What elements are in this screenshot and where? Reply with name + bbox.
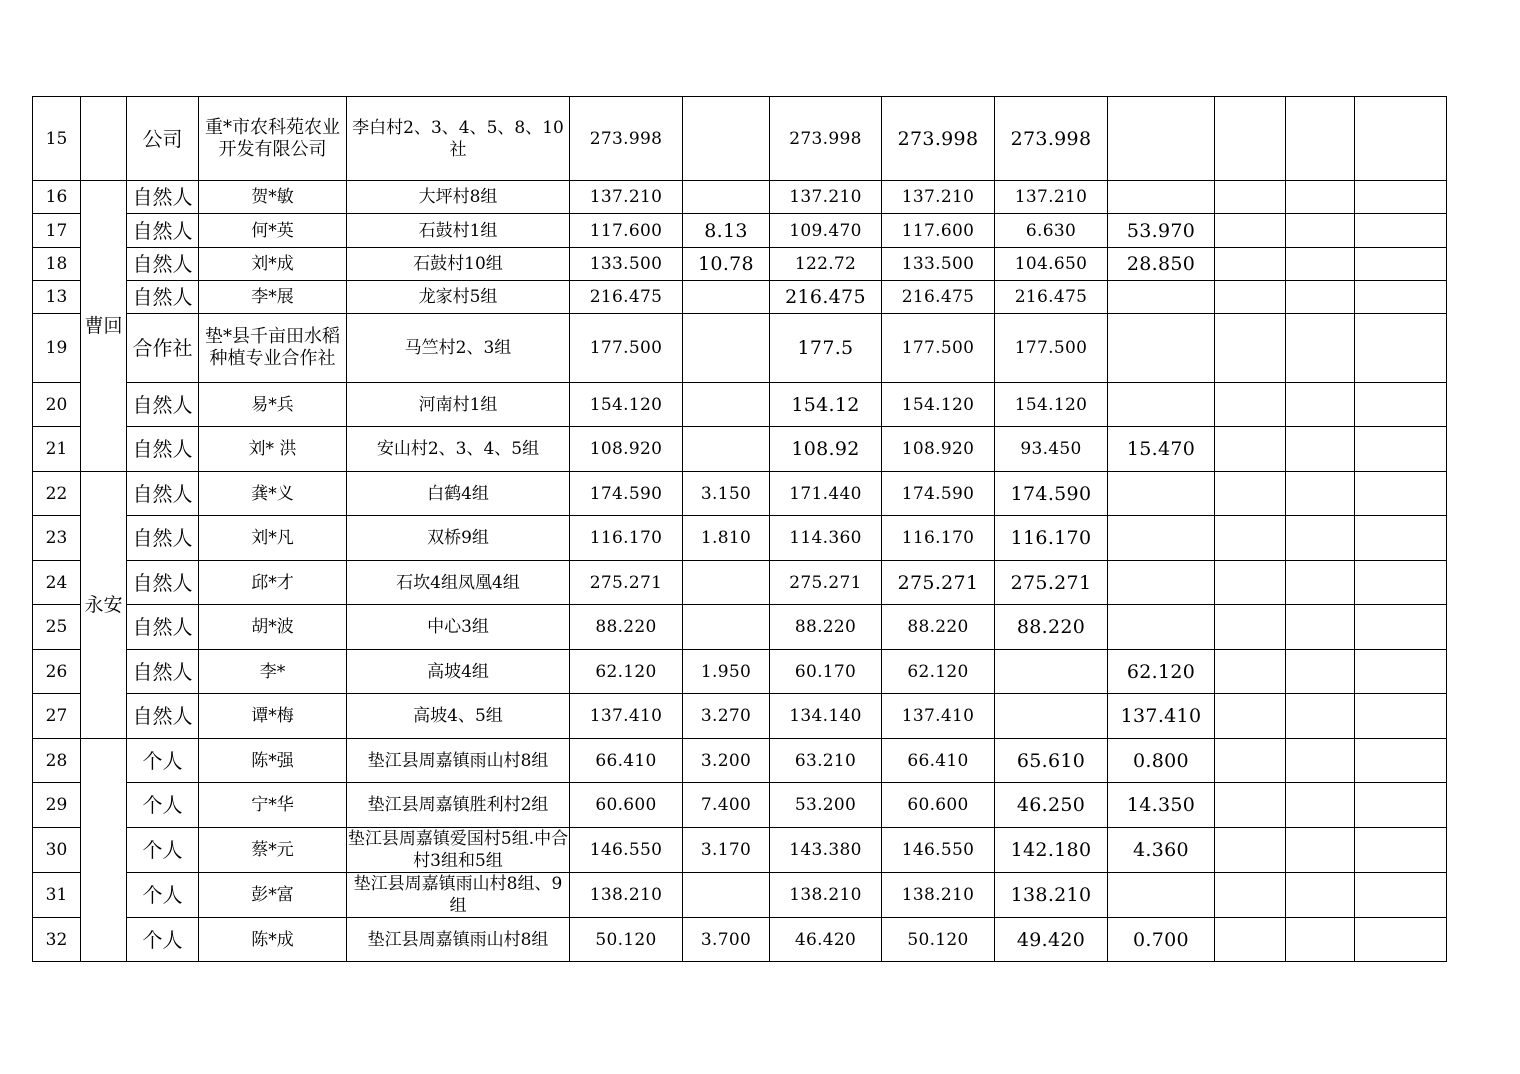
value-3: 275.271 bbox=[770, 561, 882, 605]
value-2: 3.150 bbox=[683, 472, 770, 516]
location: 大坪村8组 bbox=[347, 181, 570, 214]
value-4: 275.271 bbox=[882, 561, 995, 605]
value-4: 108.920 bbox=[882, 427, 995, 472]
value-6 bbox=[1108, 281, 1215, 314]
entity-name: 刘* 洪 bbox=[199, 427, 347, 472]
value-4: 273.998 bbox=[882, 97, 995, 181]
empty-cell bbox=[1355, 605, 1447, 650]
empty-cell bbox=[1286, 650, 1355, 694]
value-2 bbox=[683, 383, 770, 427]
empty-cell bbox=[1355, 314, 1447, 383]
entity-name: 胡*波 bbox=[199, 605, 347, 650]
entity-name: 李*展 bbox=[199, 281, 347, 314]
value-4: 138.210 bbox=[882, 873, 995, 918]
entity-name: 陈*强 bbox=[199, 739, 347, 783]
value-5 bbox=[995, 650, 1108, 694]
empty-cell bbox=[1215, 650, 1286, 694]
empty-cell bbox=[1355, 248, 1447, 281]
value-6: 15.470 bbox=[1108, 427, 1215, 472]
entity-name: 易*兵 bbox=[199, 383, 347, 427]
entity-name: 谭*梅 bbox=[199, 694, 347, 739]
entity-type: 个人 bbox=[127, 739, 199, 783]
value-4: 116.170 bbox=[882, 516, 995, 561]
value-2: 3.700 bbox=[683, 918, 770, 962]
row-number: 16 bbox=[33, 181, 81, 214]
empty-cell bbox=[1215, 516, 1286, 561]
value-1: 50.120 bbox=[570, 918, 683, 962]
value-6: 28.850 bbox=[1108, 248, 1215, 281]
entity-type: 个人 bbox=[127, 828, 199, 873]
table-row bbox=[33, 873, 1447, 918]
table-row bbox=[33, 605, 1447, 650]
entity-type: 自然人 bbox=[127, 694, 199, 739]
value-1: 146.550 bbox=[570, 828, 683, 873]
entity-type: 个人 bbox=[127, 873, 199, 918]
value-6 bbox=[1108, 97, 1215, 181]
table-row bbox=[33, 561, 1447, 605]
row-number: 21 bbox=[33, 427, 81, 472]
value-6 bbox=[1108, 516, 1215, 561]
row-number: 27 bbox=[33, 694, 81, 739]
table-row bbox=[33, 650, 1447, 694]
value-3: 154.12 bbox=[770, 383, 882, 427]
value-3: 53.200 bbox=[770, 783, 882, 828]
empty-cell bbox=[1215, 873, 1286, 918]
row-number: 28 bbox=[33, 739, 81, 783]
table-row bbox=[33, 248, 1447, 281]
row-number: 32 bbox=[33, 918, 81, 962]
value-1: 174.590 bbox=[570, 472, 683, 516]
entity-type: 自然人 bbox=[127, 214, 199, 248]
value-1: 216.475 bbox=[570, 281, 683, 314]
value-4: 62.120 bbox=[882, 650, 995, 694]
value-3: 114.360 bbox=[770, 516, 882, 561]
empty-cell bbox=[1286, 873, 1355, 918]
entity-type: 个人 bbox=[127, 918, 199, 962]
value-6: 4.360 bbox=[1108, 828, 1215, 873]
region-cell bbox=[81, 97, 127, 181]
value-2 bbox=[683, 561, 770, 605]
value-5 bbox=[995, 694, 1108, 739]
row-number: 26 bbox=[33, 650, 81, 694]
value-4: 88.220 bbox=[882, 605, 995, 650]
value-3: 109.470 bbox=[770, 214, 882, 248]
table-row bbox=[33, 181, 1447, 214]
entity-name: 宁*华 bbox=[199, 783, 347, 828]
empty-cell bbox=[1286, 427, 1355, 472]
value-4: 137.410 bbox=[882, 694, 995, 739]
value-5: 216.475 bbox=[995, 281, 1108, 314]
row-number: 18 bbox=[33, 248, 81, 281]
location: 石鼓村1组 bbox=[347, 214, 570, 248]
value-3: 63.210 bbox=[770, 739, 882, 783]
value-5: 88.220 bbox=[995, 605, 1108, 650]
empty-cell bbox=[1215, 248, 1286, 281]
table-row bbox=[33, 739, 1447, 783]
empty-cell bbox=[1215, 561, 1286, 605]
table-row bbox=[33, 97, 1447, 181]
value-3: 108.92 bbox=[770, 427, 882, 472]
location: 垫江县周嘉镇雨山村8组 bbox=[347, 739, 570, 783]
value-1: 88.220 bbox=[570, 605, 683, 650]
empty-cell bbox=[1215, 694, 1286, 739]
empty-cell bbox=[1355, 472, 1447, 516]
empty-cell bbox=[1215, 314, 1286, 383]
entity-name: 李* bbox=[199, 650, 347, 694]
entity-type: 公司 bbox=[127, 97, 199, 181]
value-5: 6.630 bbox=[995, 214, 1108, 248]
table-row bbox=[33, 783, 1447, 828]
value-5: 116.170 bbox=[995, 516, 1108, 561]
value-2 bbox=[683, 97, 770, 181]
value-4: 133.500 bbox=[882, 248, 995, 281]
empty-cell bbox=[1286, 472, 1355, 516]
empty-cell bbox=[1355, 828, 1447, 873]
region-cell: 永安 bbox=[81, 472, 127, 739]
empty-cell bbox=[1286, 605, 1355, 650]
value-4: 50.120 bbox=[882, 918, 995, 962]
table-row bbox=[33, 214, 1447, 248]
value-5: 154.120 bbox=[995, 383, 1108, 427]
row-number: 22 bbox=[33, 472, 81, 516]
value-6 bbox=[1108, 181, 1215, 214]
entity-type: 自然人 bbox=[127, 181, 199, 214]
value-5: 174.590 bbox=[995, 472, 1108, 516]
value-2: 10.78 bbox=[683, 248, 770, 281]
entity-type: 自然人 bbox=[127, 605, 199, 650]
value-1: 275.271 bbox=[570, 561, 683, 605]
value-6 bbox=[1108, 873, 1215, 918]
entity-type: 自然人 bbox=[127, 650, 199, 694]
location: 李白村2、3、4、5、8、10社 bbox=[347, 97, 570, 181]
empty-cell bbox=[1355, 783, 1447, 828]
empty-cell bbox=[1215, 214, 1286, 248]
entity-name: 邱*才 bbox=[199, 561, 347, 605]
location: 双桥9组 bbox=[347, 516, 570, 561]
value-1: 66.410 bbox=[570, 739, 683, 783]
empty-cell bbox=[1286, 739, 1355, 783]
row-number: 17 bbox=[33, 214, 81, 248]
empty-cell bbox=[1215, 828, 1286, 873]
entity-type: 自然人 bbox=[127, 516, 199, 561]
empty-cell bbox=[1286, 561, 1355, 605]
value-6 bbox=[1108, 383, 1215, 427]
empty-cell bbox=[1355, 97, 1447, 181]
table-row bbox=[33, 828, 1447, 873]
location: 河南村1组 bbox=[347, 383, 570, 427]
value-5: 275.271 bbox=[995, 561, 1108, 605]
value-2: 8.13 bbox=[683, 214, 770, 248]
data-table bbox=[32, 96, 1447, 962]
entity-type: 自然人 bbox=[127, 561, 199, 605]
region-cell bbox=[81, 739, 127, 962]
empty-cell bbox=[1215, 605, 1286, 650]
value-1: 108.920 bbox=[570, 427, 683, 472]
value-1: 138.210 bbox=[570, 873, 683, 918]
empty-cell bbox=[1215, 783, 1286, 828]
row-number: 19 bbox=[33, 314, 81, 383]
empty-cell bbox=[1355, 383, 1447, 427]
entity-type: 自然人 bbox=[127, 281, 199, 314]
empty-cell bbox=[1286, 181, 1355, 214]
value-4: 177.500 bbox=[882, 314, 995, 383]
location: 马竺村2、3组 bbox=[347, 314, 570, 383]
value-1: 62.120 bbox=[570, 650, 683, 694]
entity-name: 蔡*元 bbox=[199, 828, 347, 873]
table-row bbox=[33, 281, 1447, 314]
value-5: 138.210 bbox=[995, 873, 1108, 918]
value-3: 46.420 bbox=[770, 918, 882, 962]
location: 石鼓村10组 bbox=[347, 248, 570, 281]
location: 龙家村5组 bbox=[347, 281, 570, 314]
table-row bbox=[33, 314, 1447, 383]
value-3: 60.170 bbox=[770, 650, 882, 694]
value-1: 133.500 bbox=[570, 248, 683, 281]
entity-name: 重*市农科苑农业开发有限公司 bbox=[199, 97, 347, 181]
value-2 bbox=[683, 873, 770, 918]
value-6: 62.120 bbox=[1108, 650, 1215, 694]
value-5: 177.500 bbox=[995, 314, 1108, 383]
value-3: 177.5 bbox=[770, 314, 882, 383]
value-4: 154.120 bbox=[882, 383, 995, 427]
empty-cell bbox=[1286, 214, 1355, 248]
value-3: 138.210 bbox=[770, 873, 882, 918]
location: 中心3组 bbox=[347, 605, 570, 650]
empty-cell bbox=[1215, 472, 1286, 516]
row-number: 23 bbox=[33, 516, 81, 561]
entity-type: 自然人 bbox=[127, 248, 199, 281]
value-1: 177.500 bbox=[570, 314, 683, 383]
value-1: 60.600 bbox=[570, 783, 683, 828]
empty-cell bbox=[1286, 918, 1355, 962]
table-row bbox=[33, 918, 1447, 962]
value-6 bbox=[1108, 472, 1215, 516]
row-number: 15 bbox=[33, 97, 81, 181]
value-5: 93.450 bbox=[995, 427, 1108, 472]
value-6 bbox=[1108, 605, 1215, 650]
table-row bbox=[33, 383, 1447, 427]
empty-cell bbox=[1215, 281, 1286, 314]
value-2 bbox=[683, 181, 770, 214]
row-number: 20 bbox=[33, 383, 81, 427]
value-6 bbox=[1108, 314, 1215, 383]
entity-type: 自然人 bbox=[127, 383, 199, 427]
value-5: 49.420 bbox=[995, 918, 1108, 962]
empty-cell bbox=[1355, 214, 1447, 248]
empty-cell bbox=[1215, 383, 1286, 427]
value-2: 3.200 bbox=[683, 739, 770, 783]
entity-name: 彭*富 bbox=[199, 873, 347, 918]
entity-name: 龚*义 bbox=[199, 472, 347, 516]
empty-cell bbox=[1215, 427, 1286, 472]
entity-type: 个人 bbox=[127, 783, 199, 828]
location: 高坡4、5组 bbox=[347, 694, 570, 739]
value-5: 104.650 bbox=[995, 248, 1108, 281]
table-row bbox=[33, 472, 1447, 516]
empty-cell bbox=[1355, 281, 1447, 314]
value-1: 117.600 bbox=[570, 214, 683, 248]
empty-cell bbox=[1215, 97, 1286, 181]
value-6: 0.800 bbox=[1108, 739, 1215, 783]
value-2: 7.400 bbox=[683, 783, 770, 828]
empty-cell bbox=[1215, 918, 1286, 962]
empty-cell bbox=[1286, 314, 1355, 383]
empty-cell bbox=[1355, 739, 1447, 783]
table-row bbox=[33, 694, 1447, 739]
value-2: 3.170 bbox=[683, 828, 770, 873]
value-4: 60.600 bbox=[882, 783, 995, 828]
value-2 bbox=[683, 427, 770, 472]
value-3: 88.220 bbox=[770, 605, 882, 650]
value-6: 14.350 bbox=[1108, 783, 1215, 828]
empty-cell bbox=[1286, 783, 1355, 828]
value-1: 137.410 bbox=[570, 694, 683, 739]
value-3: 171.440 bbox=[770, 472, 882, 516]
empty-cell bbox=[1355, 873, 1447, 918]
location: 垫江县周嘉镇爱国村5组.中合村3组和5组 bbox=[347, 829, 569, 871]
value-4: 216.475 bbox=[882, 281, 995, 314]
entity-name: 何*英 bbox=[199, 214, 347, 248]
empty-cell bbox=[1355, 650, 1447, 694]
empty-cell bbox=[1355, 561, 1447, 605]
value-4: 146.550 bbox=[882, 828, 995, 873]
location: 白鹤4组 bbox=[347, 472, 570, 516]
value-5: 273.998 bbox=[995, 97, 1108, 181]
value-1: 137.210 bbox=[570, 181, 683, 214]
entity-name: 垫*县千亩田水稻种植专业合作社 bbox=[199, 314, 347, 383]
entity-name: 陈*成 bbox=[199, 918, 347, 962]
empty-cell bbox=[1286, 694, 1355, 739]
value-3: 216.475 bbox=[770, 281, 882, 314]
row-number: 24 bbox=[33, 561, 81, 605]
region-cell: 曹回 bbox=[81, 181, 127, 472]
value-5: 137.210 bbox=[995, 181, 1108, 214]
value-6: 0.700 bbox=[1108, 918, 1215, 962]
empty-cell bbox=[1286, 516, 1355, 561]
value-4: 66.410 bbox=[882, 739, 995, 783]
empty-cell bbox=[1286, 248, 1355, 281]
entity-name: 刘*凡 bbox=[199, 516, 347, 561]
location: 垫江县周嘉镇雨山村8组 bbox=[347, 918, 570, 962]
table-row bbox=[33, 516, 1447, 561]
value-4: 117.600 bbox=[882, 214, 995, 248]
value-2 bbox=[683, 281, 770, 314]
value-3: 137.210 bbox=[770, 181, 882, 214]
row-number: 25 bbox=[33, 605, 81, 650]
value-5: 65.610 bbox=[995, 739, 1108, 783]
row-number: 30 bbox=[33, 828, 81, 873]
empty-cell bbox=[1286, 281, 1355, 314]
table-row bbox=[33, 427, 1447, 472]
entity-type: 自然人 bbox=[127, 472, 199, 516]
empty-cell bbox=[1215, 181, 1286, 214]
value-3: 143.380 bbox=[770, 828, 882, 873]
value-5: 46.250 bbox=[995, 783, 1108, 828]
empty-cell bbox=[1215, 739, 1286, 783]
entity-type: 自然人 bbox=[127, 427, 199, 472]
value-2: 1.810 bbox=[683, 516, 770, 561]
entity-type: 合作社 bbox=[127, 314, 199, 383]
value-6: 137.410 bbox=[1108, 694, 1215, 739]
value-3: 134.140 bbox=[770, 694, 882, 739]
value-1: 273.998 bbox=[570, 97, 683, 181]
value-1: 116.170 bbox=[570, 516, 683, 561]
value-1: 154.120 bbox=[570, 383, 683, 427]
row-number: 31 bbox=[33, 873, 81, 918]
location: 高坡4组 bbox=[347, 650, 570, 694]
value-3: 122.72 bbox=[770, 248, 882, 281]
value-4: 174.590 bbox=[882, 472, 995, 516]
empty-cell bbox=[1355, 694, 1447, 739]
location: 安山村2、3、4、5组 bbox=[347, 427, 570, 472]
empty-cell bbox=[1355, 181, 1447, 214]
entity-name: 刘*成 bbox=[199, 248, 347, 281]
empty-cell bbox=[1286, 97, 1355, 181]
empty-cell bbox=[1286, 828, 1355, 873]
row-number: 13 bbox=[33, 281, 81, 314]
location: 垫江县周嘉镇胜利村2组 bbox=[347, 783, 570, 828]
entity-name: 贺*敏 bbox=[199, 181, 347, 214]
value-2: 3.270 bbox=[683, 694, 770, 739]
empty-cell bbox=[1355, 918, 1447, 962]
value-6: 53.970 bbox=[1108, 214, 1215, 248]
value-6 bbox=[1108, 561, 1215, 605]
value-4: 137.210 bbox=[882, 181, 995, 214]
value-2 bbox=[683, 605, 770, 650]
empty-cell bbox=[1355, 427, 1447, 472]
empty-cell bbox=[1286, 383, 1355, 427]
location: 垫江县周嘉镇雨山村8组、9组 bbox=[347, 873, 570, 918]
empty-cell bbox=[1355, 516, 1447, 561]
value-5: 142.180 bbox=[995, 828, 1108, 873]
location: 石坎4组凤凰4组 bbox=[347, 561, 570, 605]
row-number: 29 bbox=[33, 783, 81, 828]
value-2: 1.950 bbox=[683, 650, 770, 694]
value-3: 273.998 bbox=[770, 97, 882, 181]
value-2 bbox=[683, 314, 770, 383]
